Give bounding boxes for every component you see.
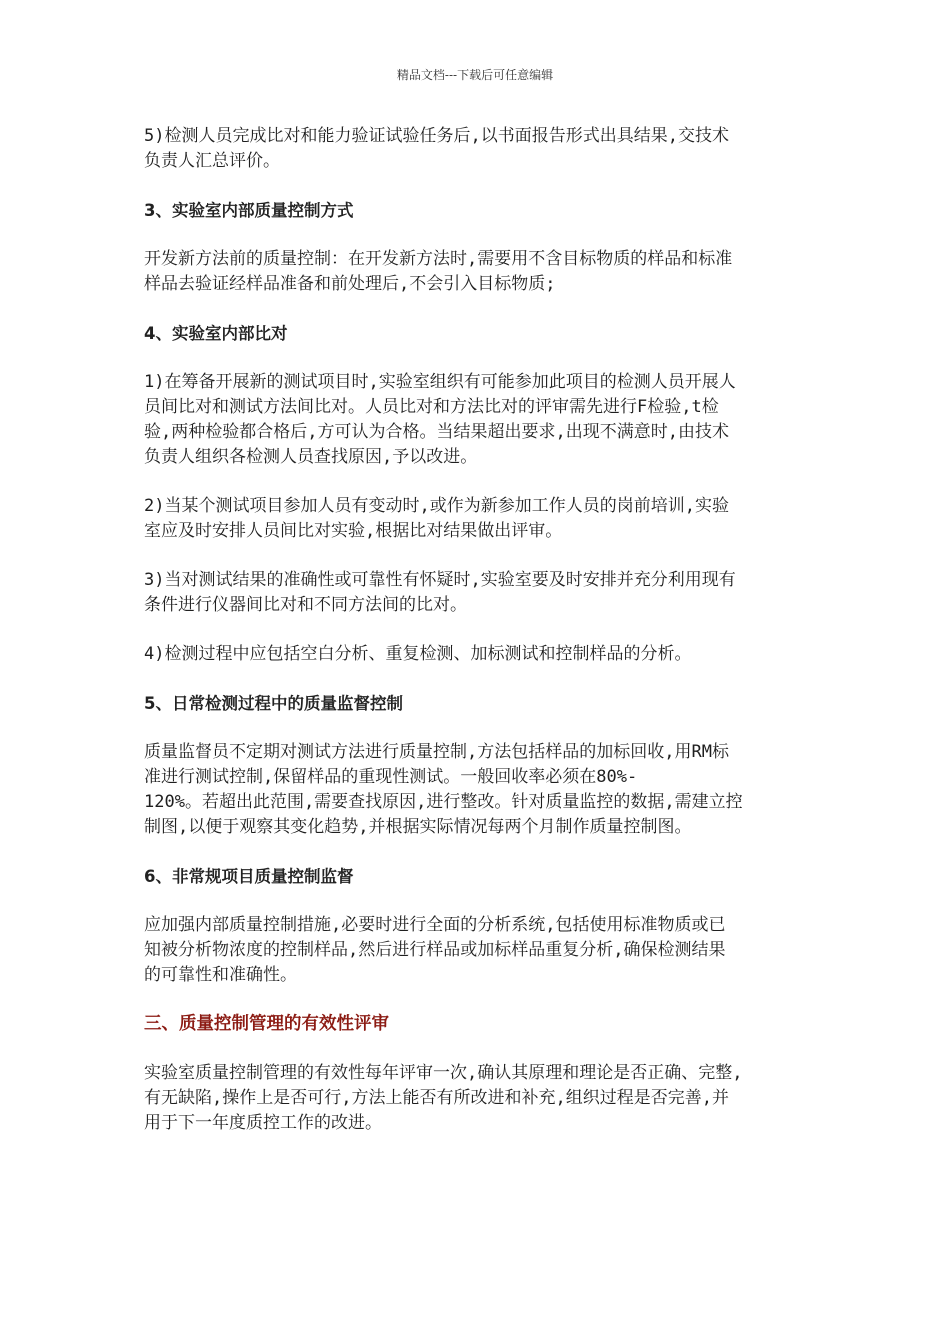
text-line: 条件进行仪器间比对和不同方法间的比对。 [144, 595, 467, 615]
text-line: 120%。若超出此范围,需要查找原因,进行整改。针对质量监控的数据,需建立控 [144, 792, 743, 812]
section-heading: 3、实验室内部质量控制方式 [144, 201, 354, 220]
text-line: 应加强内部质量控制措施,必要时进行全面的分析系统,包括使用标准物质或已 [144, 915, 726, 935]
paragraph [144, 370, 812, 470]
paragraph [144, 124, 812, 174]
text-line: 知被分析物浓度的控制样品,然后进行样品或加标样品重复分析,确保检测结果 [144, 940, 726, 960]
text-line: 负责人组织各检测人员查找原因,予以改进。 [144, 447, 478, 467]
text-line: 3)当对测试结果的准确性或可靠性有怀疑时,实验室要及时安排并充分利用现有 [144, 570, 736, 590]
text-line: 开发新方法前的质量控制：在开发新方法时,需要用不含目标物质的样品和标准 [144, 249, 733, 269]
text-line: 质量监督员不定期对测试方法进行质量控制,方法包括样品的加标回收,用RM标 [144, 742, 729, 762]
text-line: 5)检测人员完成比对和能力验证试验任务后,以书面报告形式出具结果,交技术 [144, 126, 729, 146]
text-line: 4)检测过程中应包括空白分析、重复检测、加标测试和控制样品的分析。 [144, 644, 692, 664]
text-line: 负责人汇总评价。 [144, 151, 280, 171]
paragraph [144, 913, 812, 988]
text-line: 用于下一年度质控工作的改进。 [144, 1113, 382, 1133]
text-line: 样品去验证经样品准备和前处理后,不会引入目标物质; [144, 274, 556, 294]
section-heading: 5、日常检测过程中的质量监督控制 [144, 694, 403, 713]
section-heading: 4、实验室内部比对 [144, 324, 288, 343]
text-line: 员间比对和测试方法间比对。人员比对和方法比对的评审需先进行F检验,t检 [144, 397, 719, 417]
paragraph [144, 642, 812, 667]
section-heading: 6、非常规项目质量控制监督 [144, 867, 354, 886]
text-line: 2)当某个测试项目参加人员有变动时,或作为新参加工作人员的岗前培训,实验 [144, 496, 729, 516]
paragraph [144, 1061, 812, 1136]
chapter-heading: 三、质量控制管理的有效性评审 [144, 1014, 389, 1034]
text-line: 室应及时安排人员间比对实验,根据比对结果做出评审。 [144, 521, 563, 541]
paragraph [144, 740, 812, 840]
text-line: 1)在筹备开展新的测试项目时,实验室组织有可能参加此项目的检测人员开展人 [144, 372, 736, 392]
text-line: 验,两种检验都合格后,方可认为合格。当结果超出要求,出现不满意时,由技术 [144, 422, 729, 442]
text-line: 准进行测试控制,保留样品的重现性测试。一般回收率必须在80%- [144, 767, 638, 787]
text-line: 的可靠性和准确性。 [144, 965, 297, 985]
paragraph [144, 494, 812, 544]
document-body [144, 124, 812, 1160]
paragraph [144, 247, 812, 297]
page-header: 精品文档---下载后可任意编辑 [396, 68, 554, 82]
text-line: 实验室质量控制管理的有效性每年评审一次,确认其原理和理论是否正确、完整, [144, 1063, 743, 1083]
text-line: 制图,以便于观察其变化趋势,并根据实际情况每两个月制作质量控制图。 [144, 817, 692, 837]
paragraph [144, 568, 812, 618]
text-line: 有无缺陷,操作上是否可行,方法上能否有所改进和补充,组织过程是否完善,并 [144, 1088, 729, 1108]
